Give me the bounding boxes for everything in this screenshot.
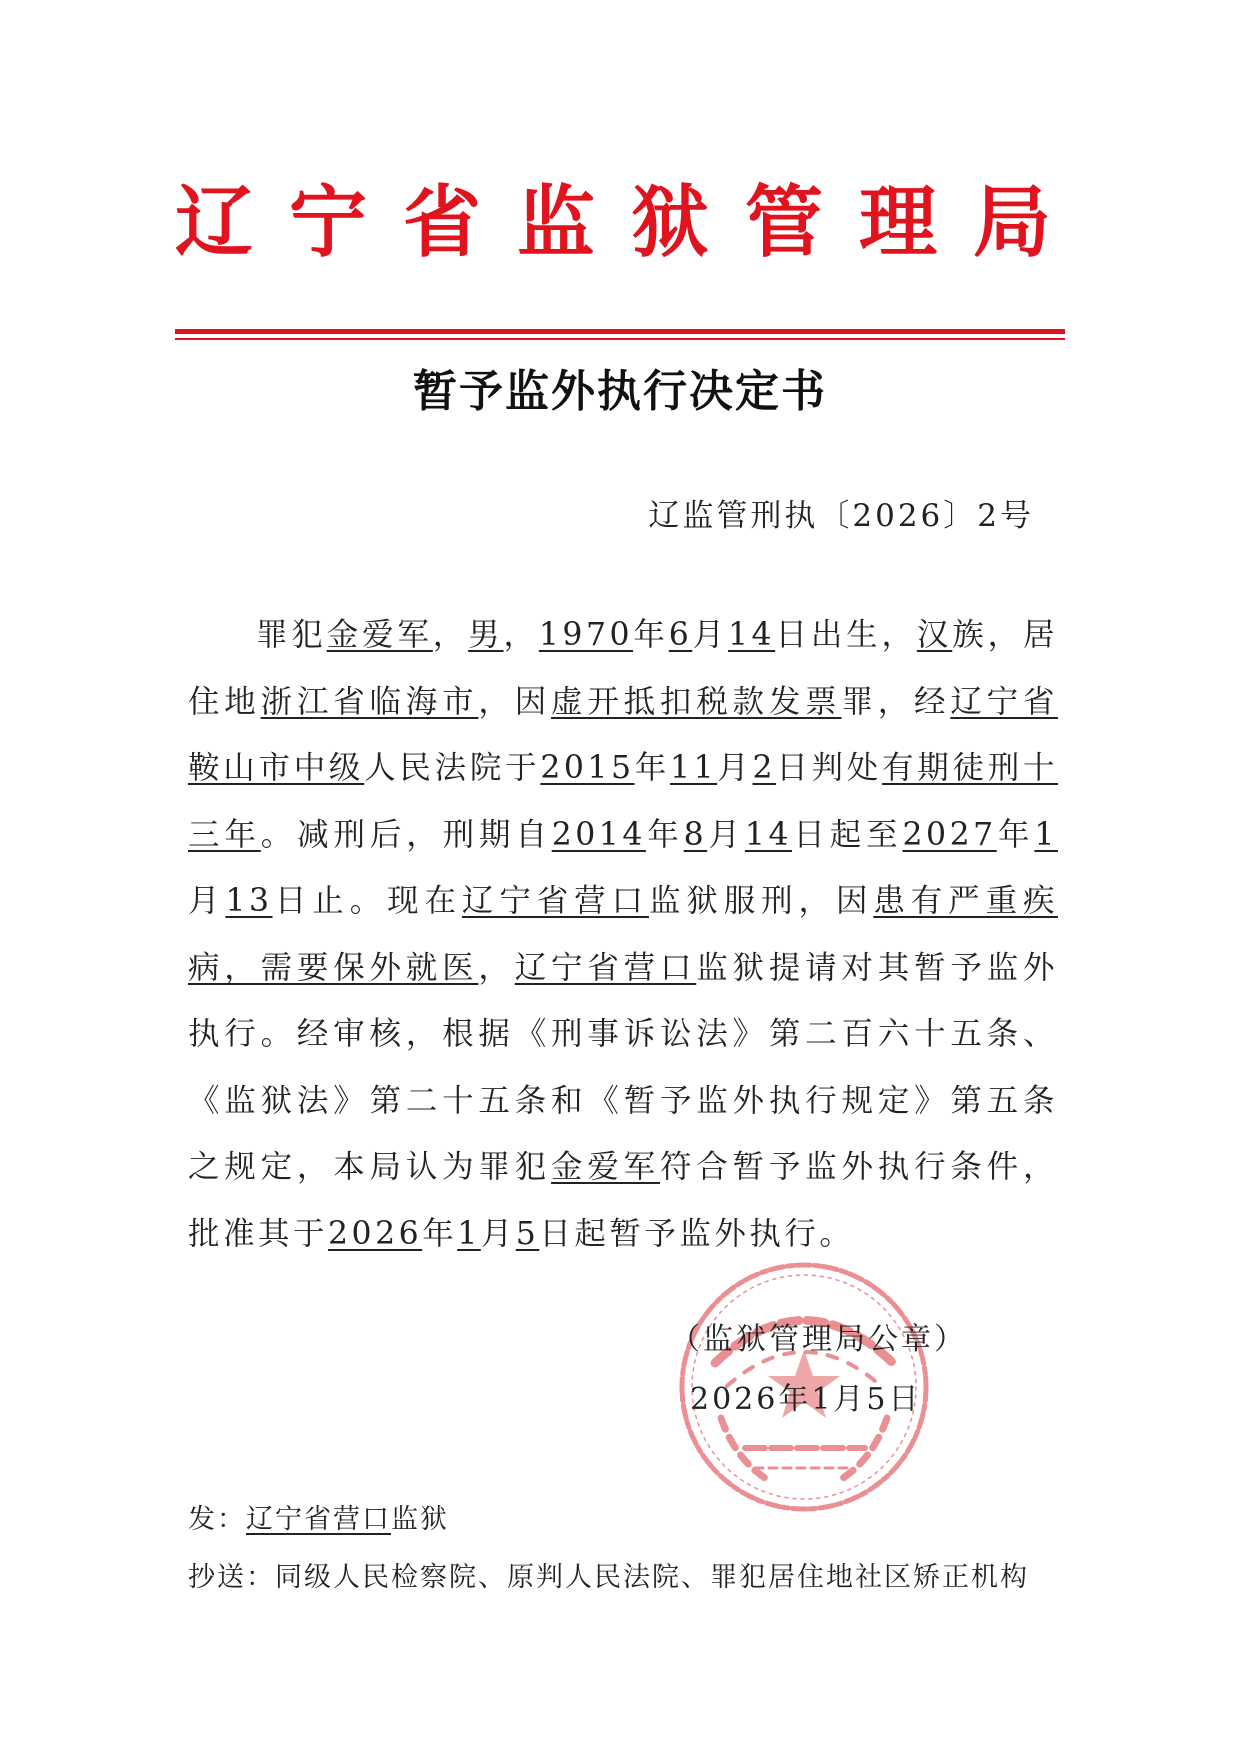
cc-line [188,1560,1029,1596]
birth-day: 14 [728,617,776,653]
body-text-segment: 罪，经 [841,683,951,720]
organization-header: 辽宁省监狱管理局 [175,178,1088,268]
body-text-segment: 月 [188,883,226,919]
criminal-name: 金爱军 [326,617,433,653]
document-title: 暂予监外执行决定书 [413,366,827,417]
body-text-segment: 年 [633,617,669,653]
proposing-prison: 辽宁省营口 [514,949,697,986]
decision-body [188,602,1058,1267]
judgment-year: 2015 [540,750,635,786]
approval-year: 2026 [328,1215,423,1252]
send-to-suffix: 监狱 [391,1504,449,1535]
body-text-segment: 日起暂予监外执行。 [539,1215,855,1252]
judgment-day: 2 [752,750,777,786]
header-red-rule-thick [175,329,1065,334]
send-to-line [188,1502,449,1538]
body-text-segment: ， [478,949,515,986]
cc-recipients: 同级人民检察院、原判人民法院、罪犯居住地社区矫正机构 [275,1562,1029,1593]
document-number: 辽监管刑执〔2026〕2号 [648,498,1034,534]
body-text-segment: 月 [717,750,753,786]
body-text-segment: ， [432,617,469,653]
term-start-year: 2014 [551,816,646,853]
body-text-segment: 罪犯 [256,617,327,653]
signature-date: 2026年1月5日 [690,1382,922,1417]
body-text-segment: 符合暂予监外执行条件，批准其于 [188,1149,1058,1252]
medical-reason: 患有严重疾病，需要保外就医 [188,883,1058,986]
crime: 虚开抵扣税款发票 [551,683,842,720]
signature-unit: （监狱管理局公章） [670,1322,967,1357]
criminal-name-repeat: 金爱军 [551,1149,660,1185]
body-text-segment: ， [503,617,539,653]
body-text-segment: 年 [645,816,684,853]
body-text-segment: 月 [692,617,729,653]
term-end-month: 1 [1034,816,1058,853]
judgment-month: 11 [669,750,718,786]
gender: 男 [468,617,504,653]
body-text-segment: 月 [480,1215,516,1252]
body-text-segment: 族，居住地 [188,617,1058,720]
court: 辽宁省鞍山市中级 [188,683,1058,786]
legal-basis-text: 监狱提请对其暂予监外执行。经审核，根据《刑事诉讼法》第二百六十五条、《监狱法》第二十五条和《暂予监外执行规定》第五条之规定，本局认为罪犯 [188,949,1058,1185]
body-text-segment: 日止。现在 [272,883,462,919]
send-label: 发： [188,1504,246,1535]
header-red-rule-thin [175,338,1065,340]
ethnicity: 汉 [916,617,953,653]
body-text-segment: 日起至 [792,816,903,853]
term-start-day: 14 [744,816,793,853]
residence: 浙江省临海市 [260,683,479,720]
body-text-segment: 月 [707,816,745,853]
birth-month: 6 [668,617,693,653]
approval-month: 1 [457,1215,481,1252]
term-start-month: 8 [683,816,708,853]
body-text-segment: 年 [422,1215,458,1252]
prison: 辽宁省营口 [461,883,649,919]
body-text-segment: 日出生， [775,617,917,653]
body-text-segment: 年 [634,750,670,786]
approval-day: 5 [515,1215,540,1252]
body-text-segment: 人民法院于 [364,750,541,786]
body-text-segment: 监狱服刑，因 [648,883,874,919]
body-text-segment: 日判处 [776,750,883,786]
term-end-year: 2027 [902,816,997,853]
body-text-segment: ，因 [478,683,552,720]
send-to-recipient: 辽宁省营口 [246,1504,391,1535]
body-text-segment: 年 [996,816,1035,853]
cc-label: 抄送： [188,1562,275,1593]
birth-year: 1970 [538,617,634,653]
body-text-segment: 。减刑后，刑期自 [260,816,552,853]
term-end-day: 13 [225,883,273,919]
sentence: 有期徒刑十三年 [188,750,1058,853]
